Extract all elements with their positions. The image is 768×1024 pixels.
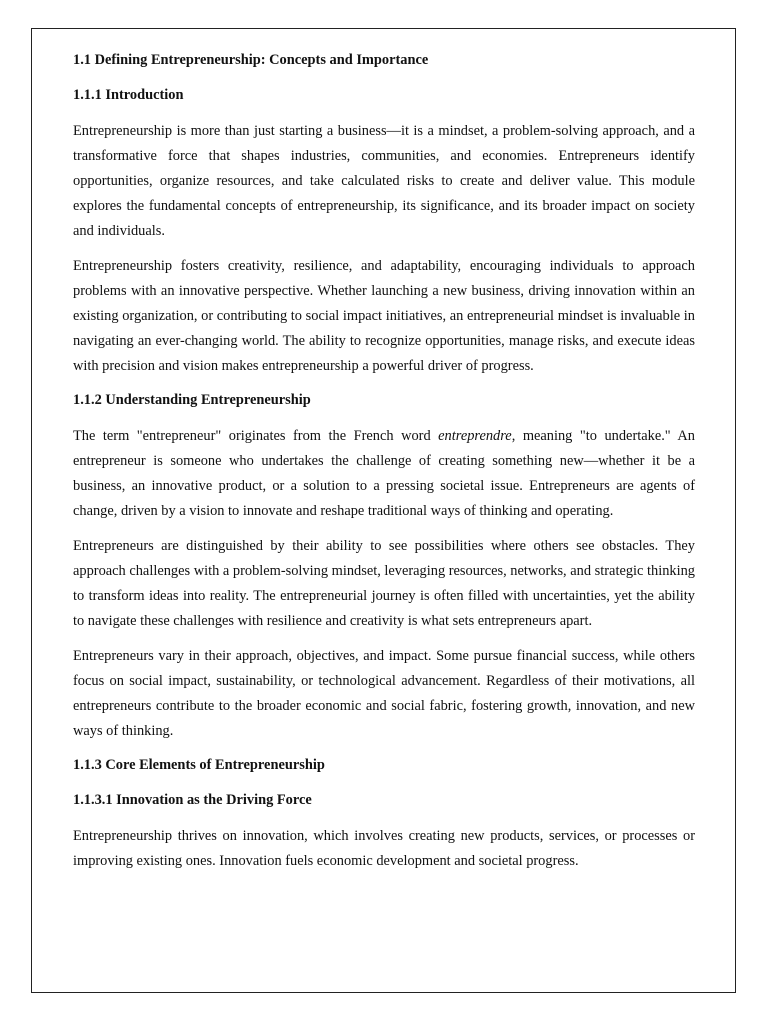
p1-italic-term: entreprendre — [438, 428, 512, 444]
heading-understanding: 1.1.2 Understanding Entrepreneurship — [73, 392, 311, 408]
p1-text-before: The term "entrepreneur" originates from the French word — [73, 428, 439, 444]
innovation-paragraph: Entrepreneurship thrives on innovation, which involves creating new products, services, or processes or improving existing ones. Innovation fuels economic development and societal progress. — [73, 828, 695, 869]
heading-innovation: 1.1.3.1 Innovation as the Driving Force — [73, 792, 312, 808]
p1-text-after: , meaning "to undertake." An entrepreneur is someone who undertakes the challenge of creating something new—whether it be a business, an innovative product, or a solution to a pressing societal issue. Entrepreneurs are agents of change, driven by a vision to innovate and reshape traditional ways of thinking and operating. — [73, 428, 695, 519]
understanding-paragraph-2: Entrepreneurs are distinguished by their ability to see possibilities where others see obstacles. They approach challenges with a problem-solving mindset, leveraging resources, networks, and strategic thinking to transform ideas into reality. The entrepreneurial journey is often filled with uncertainties, yet the ability to navigate these challenges with resilience and creativity is what sets entrepreneurs apart. — [73, 538, 695, 629]
document-body — [73, 49, 695, 884]
intro-paragraph-1: Entrepreneurship is more than just starting a business—it is a mindset, a problem-solving approach, and a transformative force that shapes industries, communities, and economies. Entrepreneurs identify opportunities, organize resources, and take calculated risks to create and deliver value. This module explores the fundamental concepts of entrepreneurship, its significance, and its broader impact on society and individuals. — [73, 123, 695, 239]
understanding-paragraph-3: Entrepreneurs vary in their approach, objectives, and impact. Some pursue financial success, while others focus on social impact, sustainability, or technological advancement. Regardless of their motivations, all entrepreneurs contribute to the broader economic and social fabric, fostering growth, innovation, and new ways of thinking. — [73, 648, 695, 739]
understanding-paragraph-1 — [73, 424, 695, 524]
heading-introduction: 1.1.1 Introduction — [73, 87, 184, 103]
main-heading: 1.1 Defining Entrepreneurship: Concepts and Importance — [73, 52, 429, 68]
heading-core-elements: 1.1.3 Core Elements of Entrepreneurship — [73, 757, 325, 773]
intro-paragraph-2: Entrepreneurship fosters creativity, resilience, and adaptability, encouraging individuals to approach problems with an innovative perspective. Whether launching a new business, driving innovation within an existing organization, or contributing to social impact initiatives, an entrepreneurial mindset is invaluable in navigating an ever-changing world. The ability to recognize opportunities, manage risks, and execute ideas with precision and vision makes entrepreneurship a powerful driver of progress. — [73, 258, 695, 374]
